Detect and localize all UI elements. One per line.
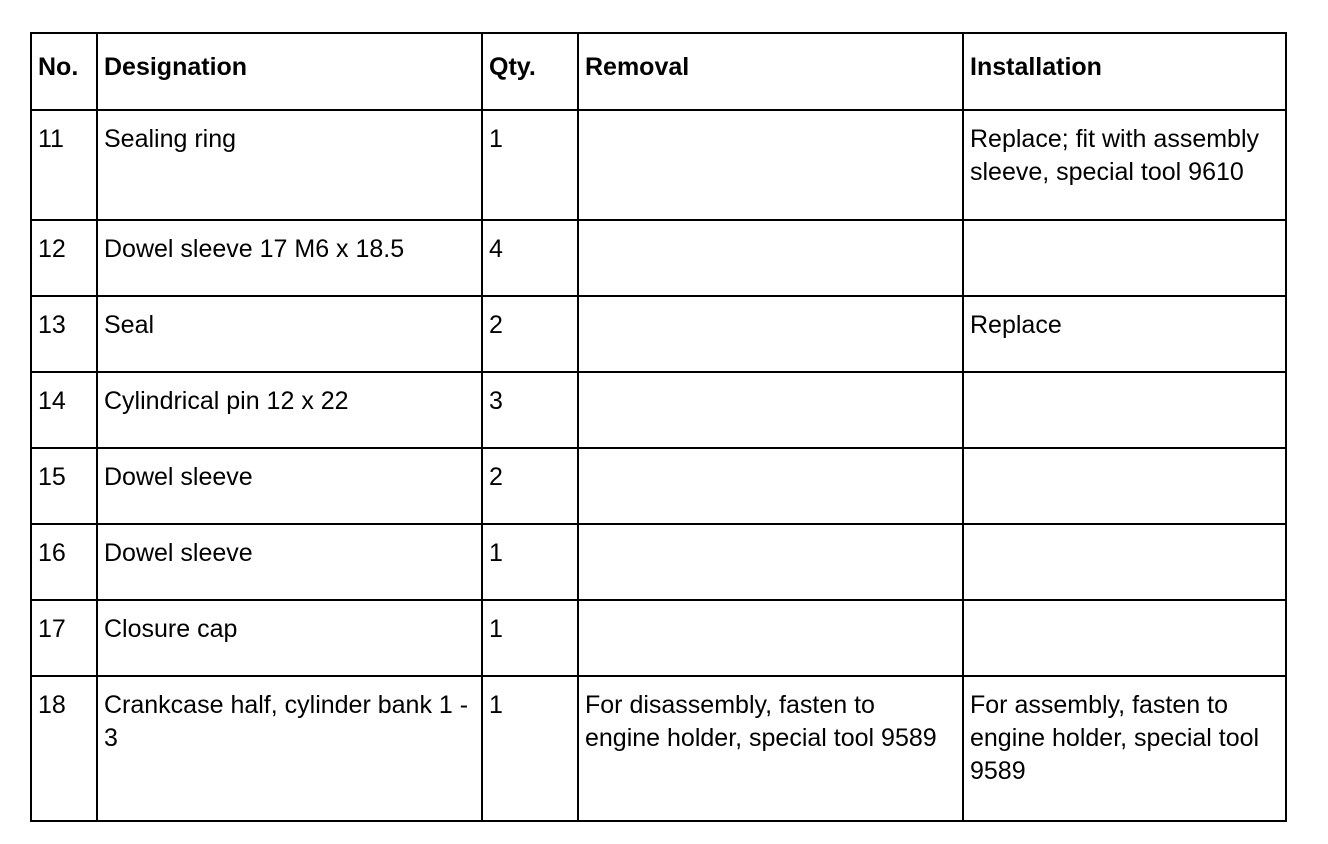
header-installation: Installation — [963, 33, 1286, 110]
cell-qty: 1 — [482, 676, 578, 821]
table-row — [31, 676, 1286, 821]
cell-designation: Seal — [97, 296, 482, 372]
cell-designation: Dowel sleeve 17 M6 x 18.5 — [97, 220, 482, 296]
table-row — [31, 600, 1286, 676]
cell-installation — [963, 448, 1286, 524]
cell-removal: For disassembly, fasten to engine holder, special tool 9589 — [578, 676, 963, 821]
cell-qty: 1 — [482, 110, 578, 220]
cell-no: 14 — [31, 372, 97, 448]
cell-removal — [578, 110, 963, 220]
cell-qty: 2 — [482, 296, 578, 372]
table-row — [31, 372, 1286, 448]
cell-designation: Closure cap — [97, 600, 482, 676]
cell-installation: Replace; fit with assembly sleeve, special tool 9610 — [963, 110, 1286, 220]
cell-removal — [578, 600, 963, 676]
cell-installation — [963, 600, 1286, 676]
cell-no: 12 — [31, 220, 97, 296]
cell-removal — [578, 220, 963, 296]
cell-designation: Crankcase half, cylinder bank 1 - 3 — [97, 676, 482, 821]
table-body — [31, 110, 1286, 821]
cell-qty: 1 — [482, 600, 578, 676]
table-header — [31, 33, 1286, 110]
cell-no: 18 — [31, 676, 97, 821]
table-row — [31, 220, 1286, 296]
cell-removal — [578, 296, 963, 372]
cell-installation: Replace — [963, 296, 1286, 372]
cell-removal — [578, 448, 963, 524]
cell-installation — [963, 372, 1286, 448]
cell-designation: Dowel sleeve — [97, 448, 482, 524]
cell-installation — [963, 220, 1286, 296]
header-qty: Qty. — [482, 33, 578, 110]
cell-no: 16 — [31, 524, 97, 600]
cell-qty: 1 — [482, 524, 578, 600]
header-designation: Designation — [97, 33, 482, 110]
cell-removal — [578, 372, 963, 448]
header-no: No. — [31, 33, 97, 110]
header-row — [31, 33, 1286, 110]
parts-table — [30, 32, 1287, 822]
cell-no: 17 — [31, 600, 97, 676]
cell-designation: Sealing ring — [97, 110, 482, 220]
cell-installation: For assembly, fasten to engine holder, special tool 9589 — [963, 676, 1286, 821]
cell-no: 11 — [31, 110, 97, 220]
cell-installation — [963, 524, 1286, 600]
table-row — [31, 524, 1286, 600]
table-row — [31, 296, 1286, 372]
cell-removal — [578, 524, 963, 600]
cell-qty: 2 — [482, 448, 578, 524]
cell-designation: Dowel sleeve — [97, 524, 482, 600]
cell-designation: Cylindrical pin 12 x 22 — [97, 372, 482, 448]
cell-qty: 3 — [482, 372, 578, 448]
cell-no: 15 — [31, 448, 97, 524]
table-row — [31, 448, 1286, 524]
cell-no: 13 — [31, 296, 97, 372]
table-row — [31, 110, 1286, 220]
header-removal: Removal — [578, 33, 963, 110]
cell-qty: 4 — [482, 220, 578, 296]
